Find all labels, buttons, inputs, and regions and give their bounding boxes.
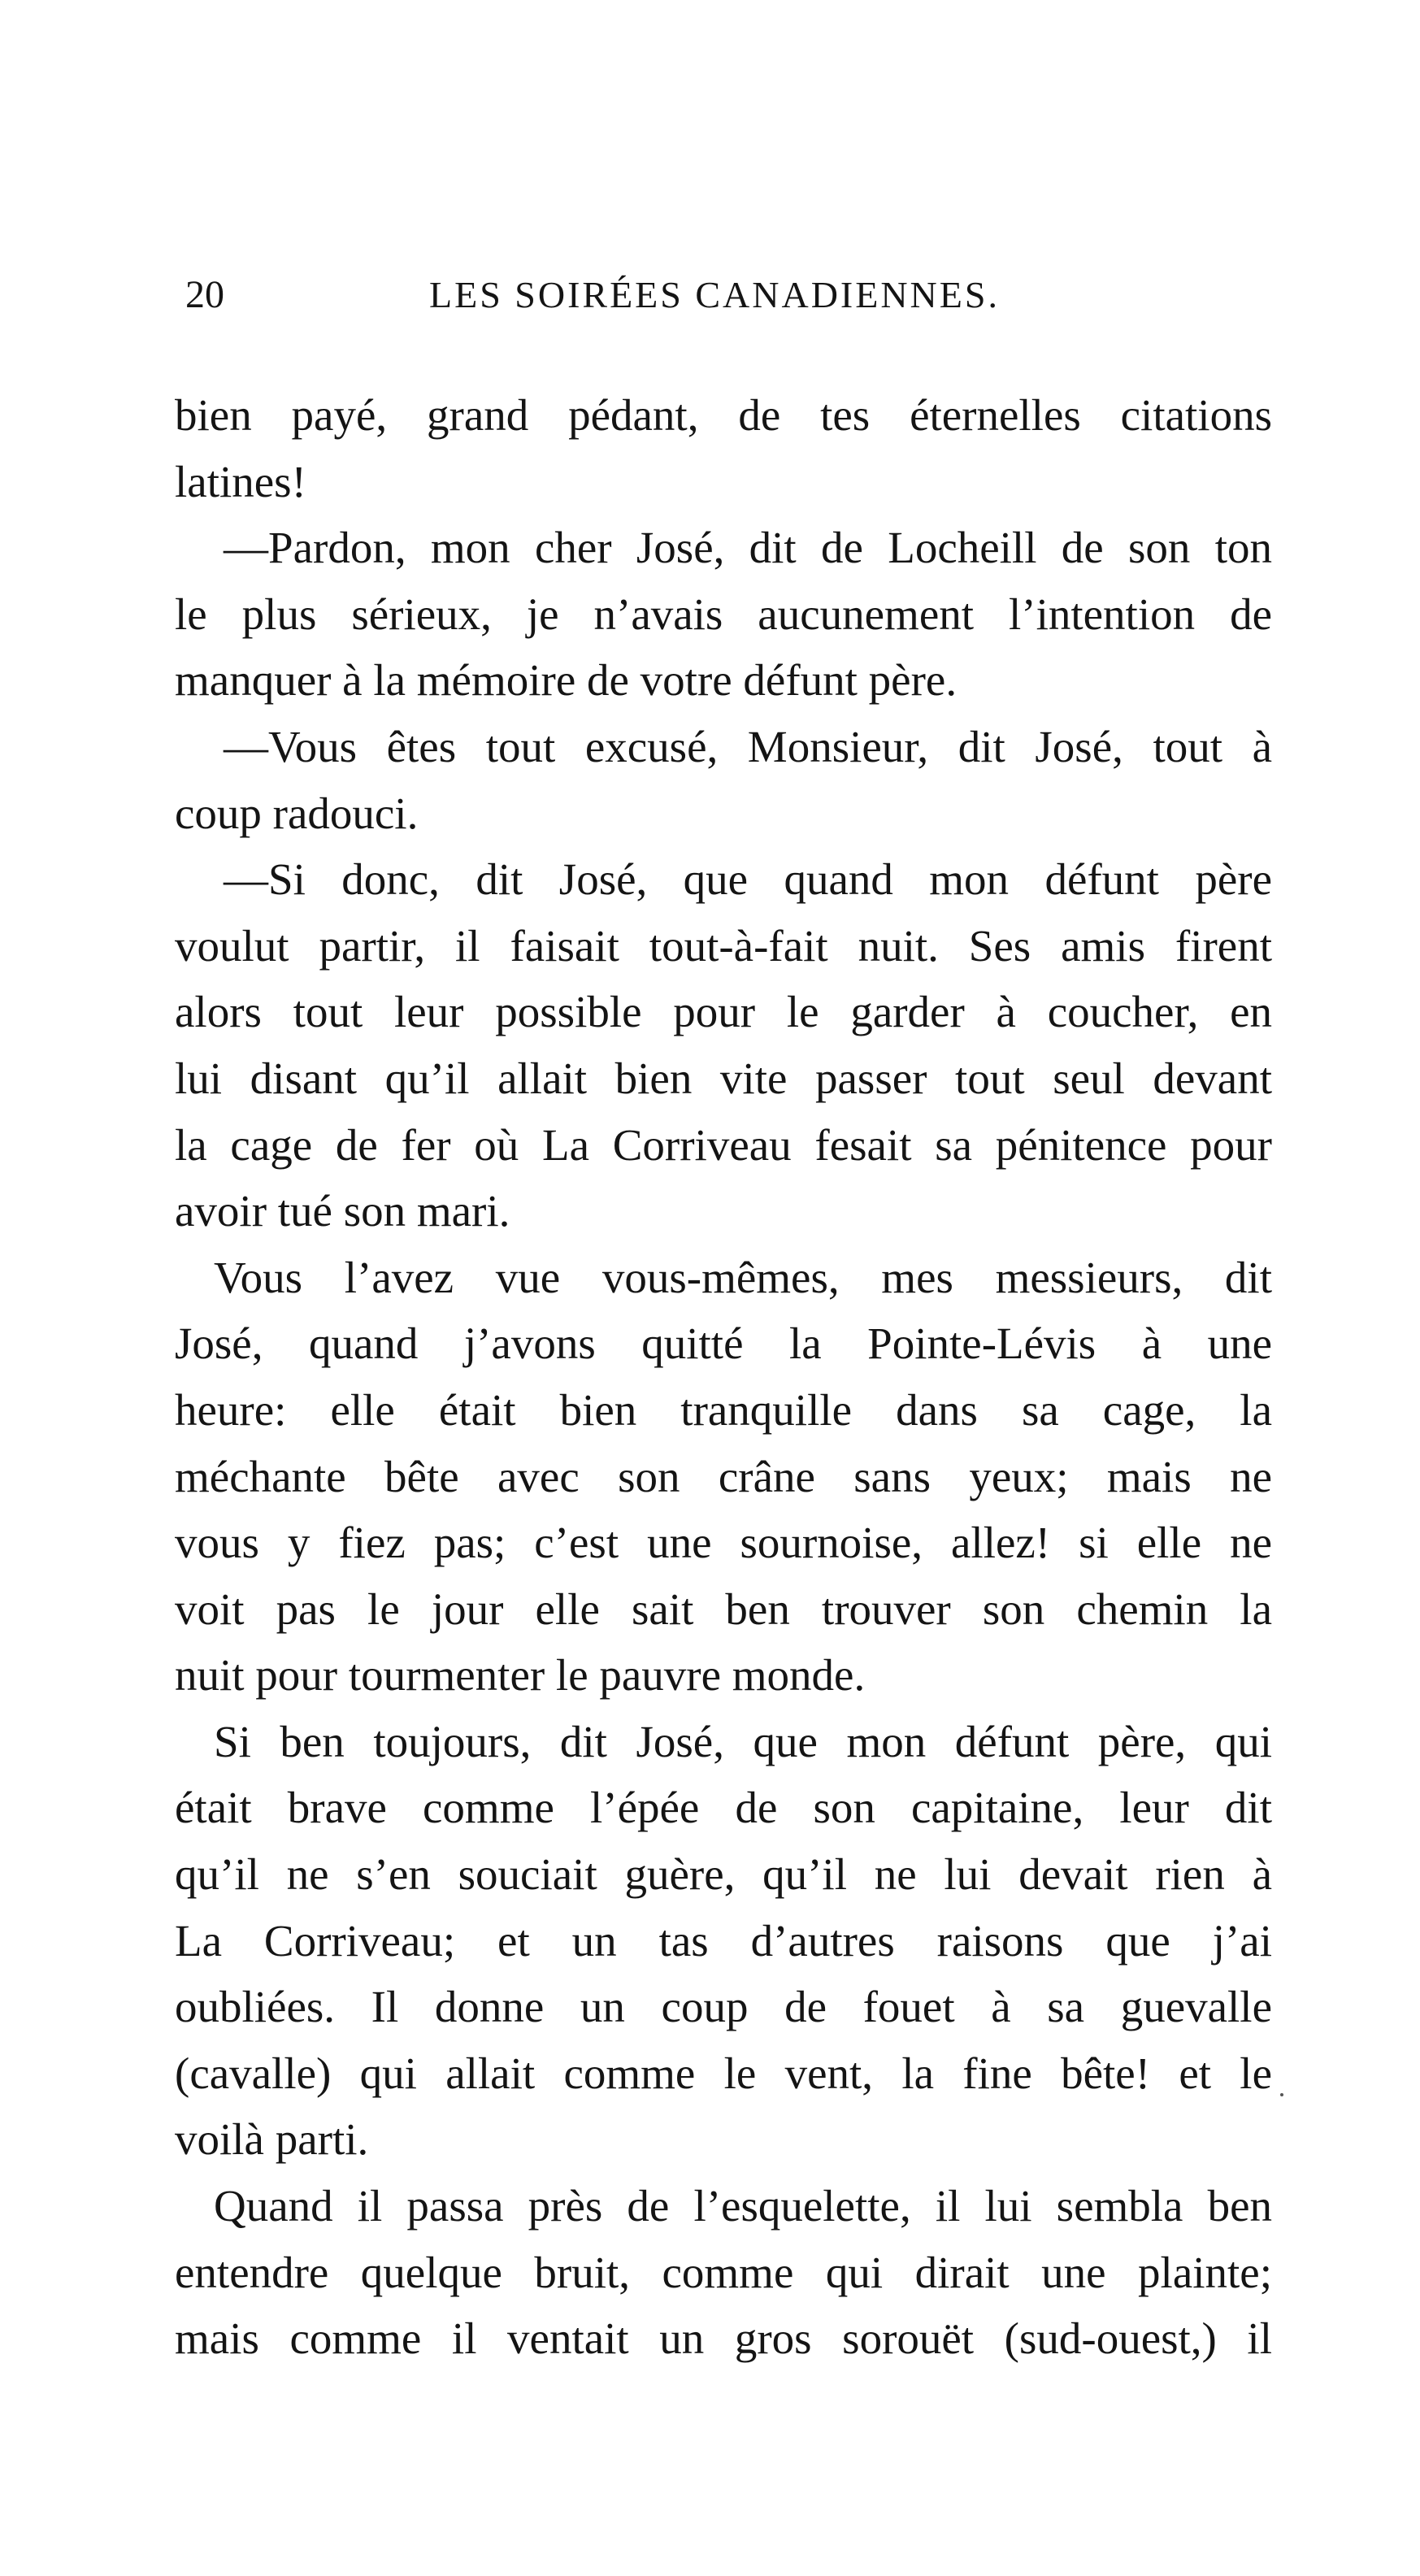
text-line: La Corriveau; et un tas d’autres raisons que j’ai bbox=[175, 1915, 1272, 1966]
text-line: latines! bbox=[175, 456, 306, 506]
text-line: la cage de fer où La Corriveau fesait sa pénitence pour bbox=[175, 1119, 1272, 1170]
ink-speck bbox=[1280, 2093, 1283, 2096]
paragraph bbox=[175, 1245, 1272, 1311]
paragraph-continuation bbox=[175, 581, 1272, 714]
paragraph bbox=[175, 714, 1272, 780]
text-line: oubliées. Il donne un coup de fouet à sa guevalle bbox=[175, 1982, 1272, 2032]
paragraph-continuation bbox=[175, 913, 1272, 1245]
text-line: était brave comme l’épée de son capitaine, leur dit bbox=[175, 1783, 1272, 1833]
paragraph-continuation bbox=[175, 2239, 1272, 2372]
text-line: le plus sérieux, je n’avais aucunement l’intention de bbox=[175, 589, 1272, 639]
text-line: voulut partir, il faisait tout-à-fait nuit. Ses amis firent bbox=[175, 920, 1272, 971]
text-line: heure: elle était bien tranquille dans sa cage, la bbox=[175, 1384, 1272, 1435]
text-line: José, quand j’avons quitté la Pointe-Lévis à une bbox=[175, 1318, 1272, 1369]
paragraph-continuation bbox=[175, 780, 1272, 847]
page-number: 20 bbox=[185, 273, 224, 316]
text-line: qu’il ne s’en souciait guère, qu’il ne lui devait rien à bbox=[175, 1849, 1272, 1900]
text-line: nuit pour tourmenter le pauvre monde. bbox=[175, 1650, 866, 1701]
text-line: coup radouci. bbox=[175, 788, 419, 838]
text-line: voilà parti. bbox=[175, 2114, 369, 2165]
text-line: —Vous êtes tout excusé, Monsieur, dit José, tout à bbox=[224, 721, 1272, 771]
text-line: entendre quelque bruit, comme qui dirait une plainte; bbox=[175, 2247, 1272, 2297]
paragraph bbox=[175, 515, 1272, 581]
text-line: avoir tué son mari. bbox=[175, 1186, 510, 1236]
text-line: manquer à la mémoire de votre défunt père. bbox=[175, 655, 958, 706]
running-title: LES SOIRÉES CANADIENNES. bbox=[429, 274, 1000, 315]
text-line: lui disant qu’il allait bien vite passer tout seul devant bbox=[175, 1053, 1272, 1103]
running-head bbox=[185, 267, 1284, 324]
text-line: —Pardon, mon cher José, dit de Locheill de son ton bbox=[224, 523, 1272, 573]
paragraph bbox=[175, 2173, 1272, 2239]
paragraph-continuation bbox=[175, 1310, 1272, 1709]
text-line: Quand il passa près de l’esquelette, il lui sembla ben bbox=[214, 2181, 1272, 2231]
text-line: vous y fiez pas; c’est une sournoise, allez! si elle ne bbox=[175, 1518, 1272, 1568]
text-line: voit pas le jour elle sait ben trouver son chemin la bbox=[175, 1583, 1272, 1634]
text-line: méchante bête avec son crâne sans yeux; mais ne bbox=[175, 1451, 1272, 1501]
text-line: (cavalle) qui allait comme le vent, la fine bête! et le bbox=[175, 2048, 1272, 2098]
text-line: mais comme il ventait un gros sorouët (sud-ouest,) il bbox=[175, 2313, 1272, 2364]
body-text bbox=[175, 382, 1272, 2372]
text-line: bien payé, grand pédant, de tes éternelles citations bbox=[175, 390, 1272, 440]
paragraph-continuation bbox=[175, 1775, 1272, 2173]
text-line: —Si donc, dit José, que quand mon défunt père bbox=[224, 854, 1272, 905]
text-line: Vous l’avez vue vous-mêmes, mes messieurs, dit bbox=[214, 1252, 1272, 1302]
paragraph bbox=[175, 382, 1272, 515]
paragraph bbox=[175, 1709, 1272, 1775]
paragraph bbox=[175, 846, 1272, 913]
text-line: Si ben toujours, dit José, que mon défunt père, qui bbox=[214, 1716, 1272, 1766]
text-line: alors tout leur possible pour le garder à coucher, en bbox=[175, 987, 1272, 1037]
